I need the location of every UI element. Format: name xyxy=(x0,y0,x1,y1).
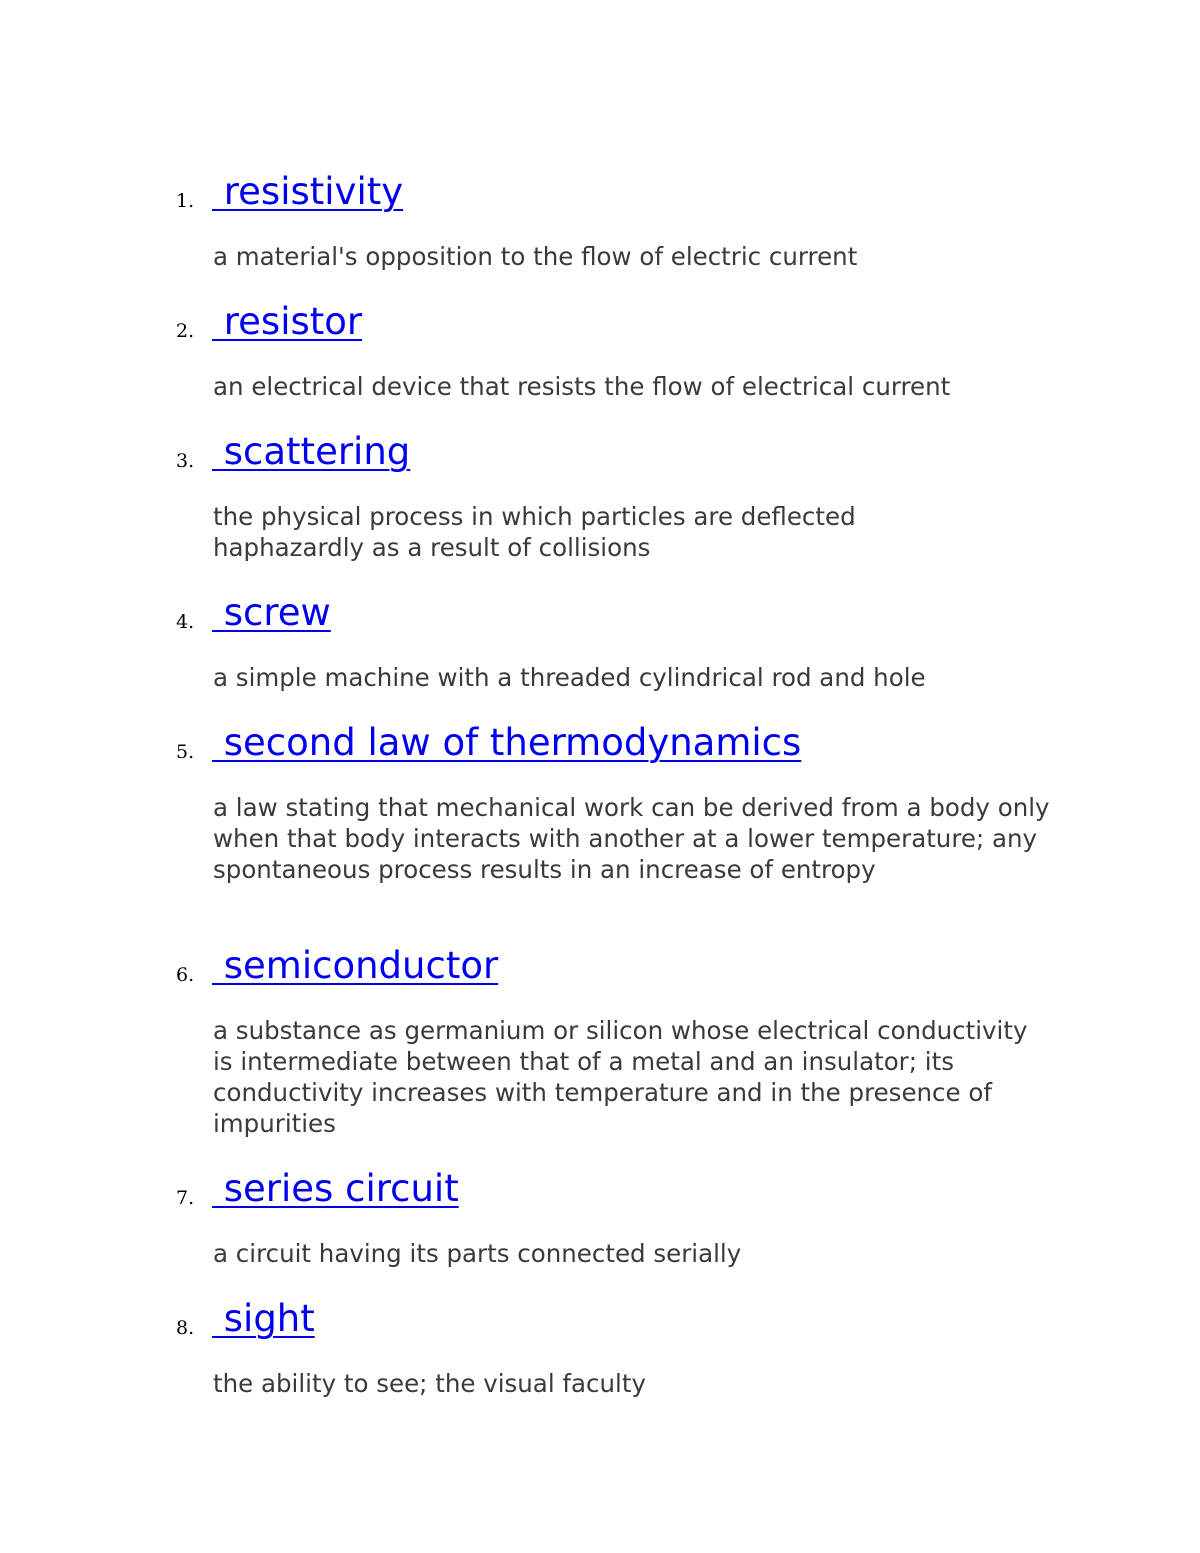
term-definition: a substance as germanium or silicon whose electrical conductivity is intermediate between that of a metal and an insulator; its conductivity increases with temperature and in the presence of impurities xyxy=(213,1016,1028,1138)
entry-number: 5. xyxy=(176,741,195,763)
term-definition: the physical process in which particles are deflected haphazardly as a result of collisions xyxy=(213,502,856,562)
term-link-resistor[interactable]: resistor xyxy=(212,300,363,343)
entry-number: 2. xyxy=(176,320,195,342)
term-link-scattering[interactable]: scattering xyxy=(212,430,411,473)
entry-number: 8. xyxy=(176,1317,195,1339)
term-definition: the ability to see; the visual faculty xyxy=(213,1369,646,1398)
term-link-sight[interactable]: sight xyxy=(212,1297,315,1340)
term-definition: a simple machine with a threaded cylindrical rod and hole xyxy=(213,663,926,692)
entry-number: 4. xyxy=(176,611,195,633)
term-link-semiconductor[interactable]: semiconductor xyxy=(212,944,499,987)
term-link-screw[interactable]: screw xyxy=(212,591,331,634)
term-definition: an electrical device that resists the flow of electrical current xyxy=(213,372,951,401)
term-definition: a material's opposition to the flow of electric current xyxy=(213,242,858,271)
entry-number: 6. xyxy=(176,964,195,986)
term-link-resistivity[interactable]: resistivity xyxy=(212,170,404,213)
entry-number: 7. xyxy=(176,1187,195,1209)
term-definition: a law stating that mechanical work can be derived from a body only when that body interacts with another at a lower temperature; any spontaneous process results in an increase of entropy xyxy=(213,793,1050,884)
term-link-series-circuit[interactable]: series circuit xyxy=(212,1167,459,1210)
entry-number: 3. xyxy=(176,450,195,472)
term-link-second-law-of-thermodynamics[interactable]: second law of thermodynamics xyxy=(212,721,802,764)
entry-number: 1. xyxy=(176,190,195,212)
term-definition: a circuit having its parts connected serially xyxy=(213,1239,742,1268)
